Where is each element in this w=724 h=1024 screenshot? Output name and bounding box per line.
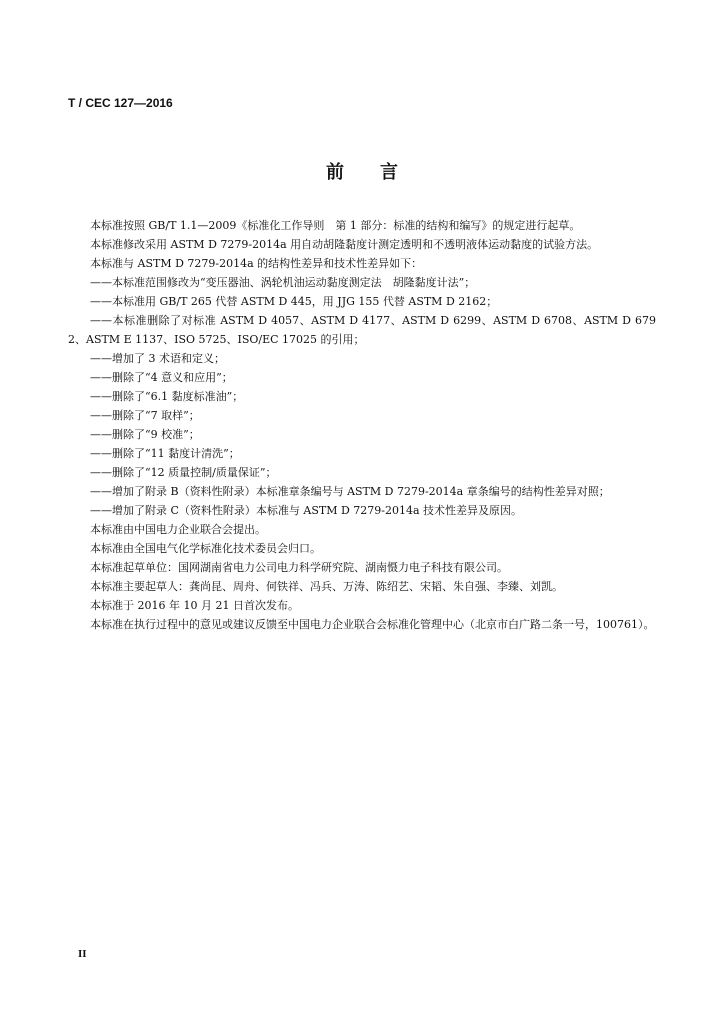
foreword-body <box>68 216 656 634</box>
paragraph-feedback: 本标准在执行过程中的意见或建议反馈至中国电力企业联合会标准化管理中心（北京市白广路二条一号，100761）。 <box>90 618 655 631</box>
difference-item: ——本标准范围修改为“变压器油、涡轮机油运动黏度测定法 胡隆黏度计法”； <box>90 276 476 289</box>
standard-code: T / CEC 127—2016 <box>68 96 173 110</box>
difference-item: ——删除了“9 校准”； <box>90 428 200 441</box>
paragraph-drafting-basis: 本标准按照 GB/T 1.1—2009《标准化工作导则 第 1 部分：标准的结构和编写》的规定进行起草。 <box>90 219 581 232</box>
page-title: 前言 <box>326 162 434 183</box>
difference-item: ——本标准删除了对标准 ASTM D 4057、ASTM D 4177、ASTM D 6299、ASTM D 6708、ASTM D 6792、ASTM E 1137、ISO 5725、ISO/EC 17025 的引用； <box>68 314 656 346</box>
paragraph-differences-intro: 本标准与 ASTM D 7279-2014a 的结构性差异和技术性差异如下： <box>90 257 423 270</box>
difference-item: ——删除了“12 质量控制/质量保证”； <box>90 466 277 479</box>
difference-item: ——删除了“6.1 黏度标准油”； <box>90 390 244 403</box>
paragraph-adoption: 本标准修改采用 ASTM D 7279-2014a 用自动胡隆黏度计测定透明和不透明液体运动黏度的试验方法。 <box>90 238 599 251</box>
paragraph-release-date: 本标准于 2016 年 10 月 21 日首次发布。 <box>90 599 299 612</box>
page-number: II <box>78 948 87 960</box>
paragraph-proposer: 本标准由中国电力企业联合会提出。 <box>90 523 266 536</box>
difference-item: ——本标准用 GB/T 265 代替 ASTM D 445，用 JJG 155 代替 ASTM D 2162； <box>90 295 498 308</box>
paragraph-drafting-units: 本标准起草单位：国网湖南省电力公司电力科学研究院、湖南慑力电子科技有限公司。 <box>90 561 508 574</box>
difference-item: ——增加了 3 术语和定义； <box>90 352 225 365</box>
paragraph-committee: 本标准由全国电气化学标准化技术委员会归口。 <box>90 542 321 555</box>
difference-item: ——增加了附录 C（资料性附录）本标准与 ASTM D 7279-2014a 技术性差异及原因。 <box>90 504 523 517</box>
difference-item: ——删除了“11 黏度计清洗”； <box>90 447 240 460</box>
difference-item: ——删除了“7 取样”； <box>90 409 200 422</box>
paragraph-drafters: 本标准主要起草人：龚尚昆、周舟、何铁祥、冯兵、万涛、陈绍艺、宋韬、朱自强、李臻、刘凯。 <box>90 580 563 593</box>
difference-item: ——增加了附录 B（资料性附录）本标准章条编号与 ASTM D 7279-2014a 章条编号的结构性差异对照； <box>90 485 610 498</box>
difference-item: ——删除了“4 意义和应用”； <box>90 371 233 384</box>
